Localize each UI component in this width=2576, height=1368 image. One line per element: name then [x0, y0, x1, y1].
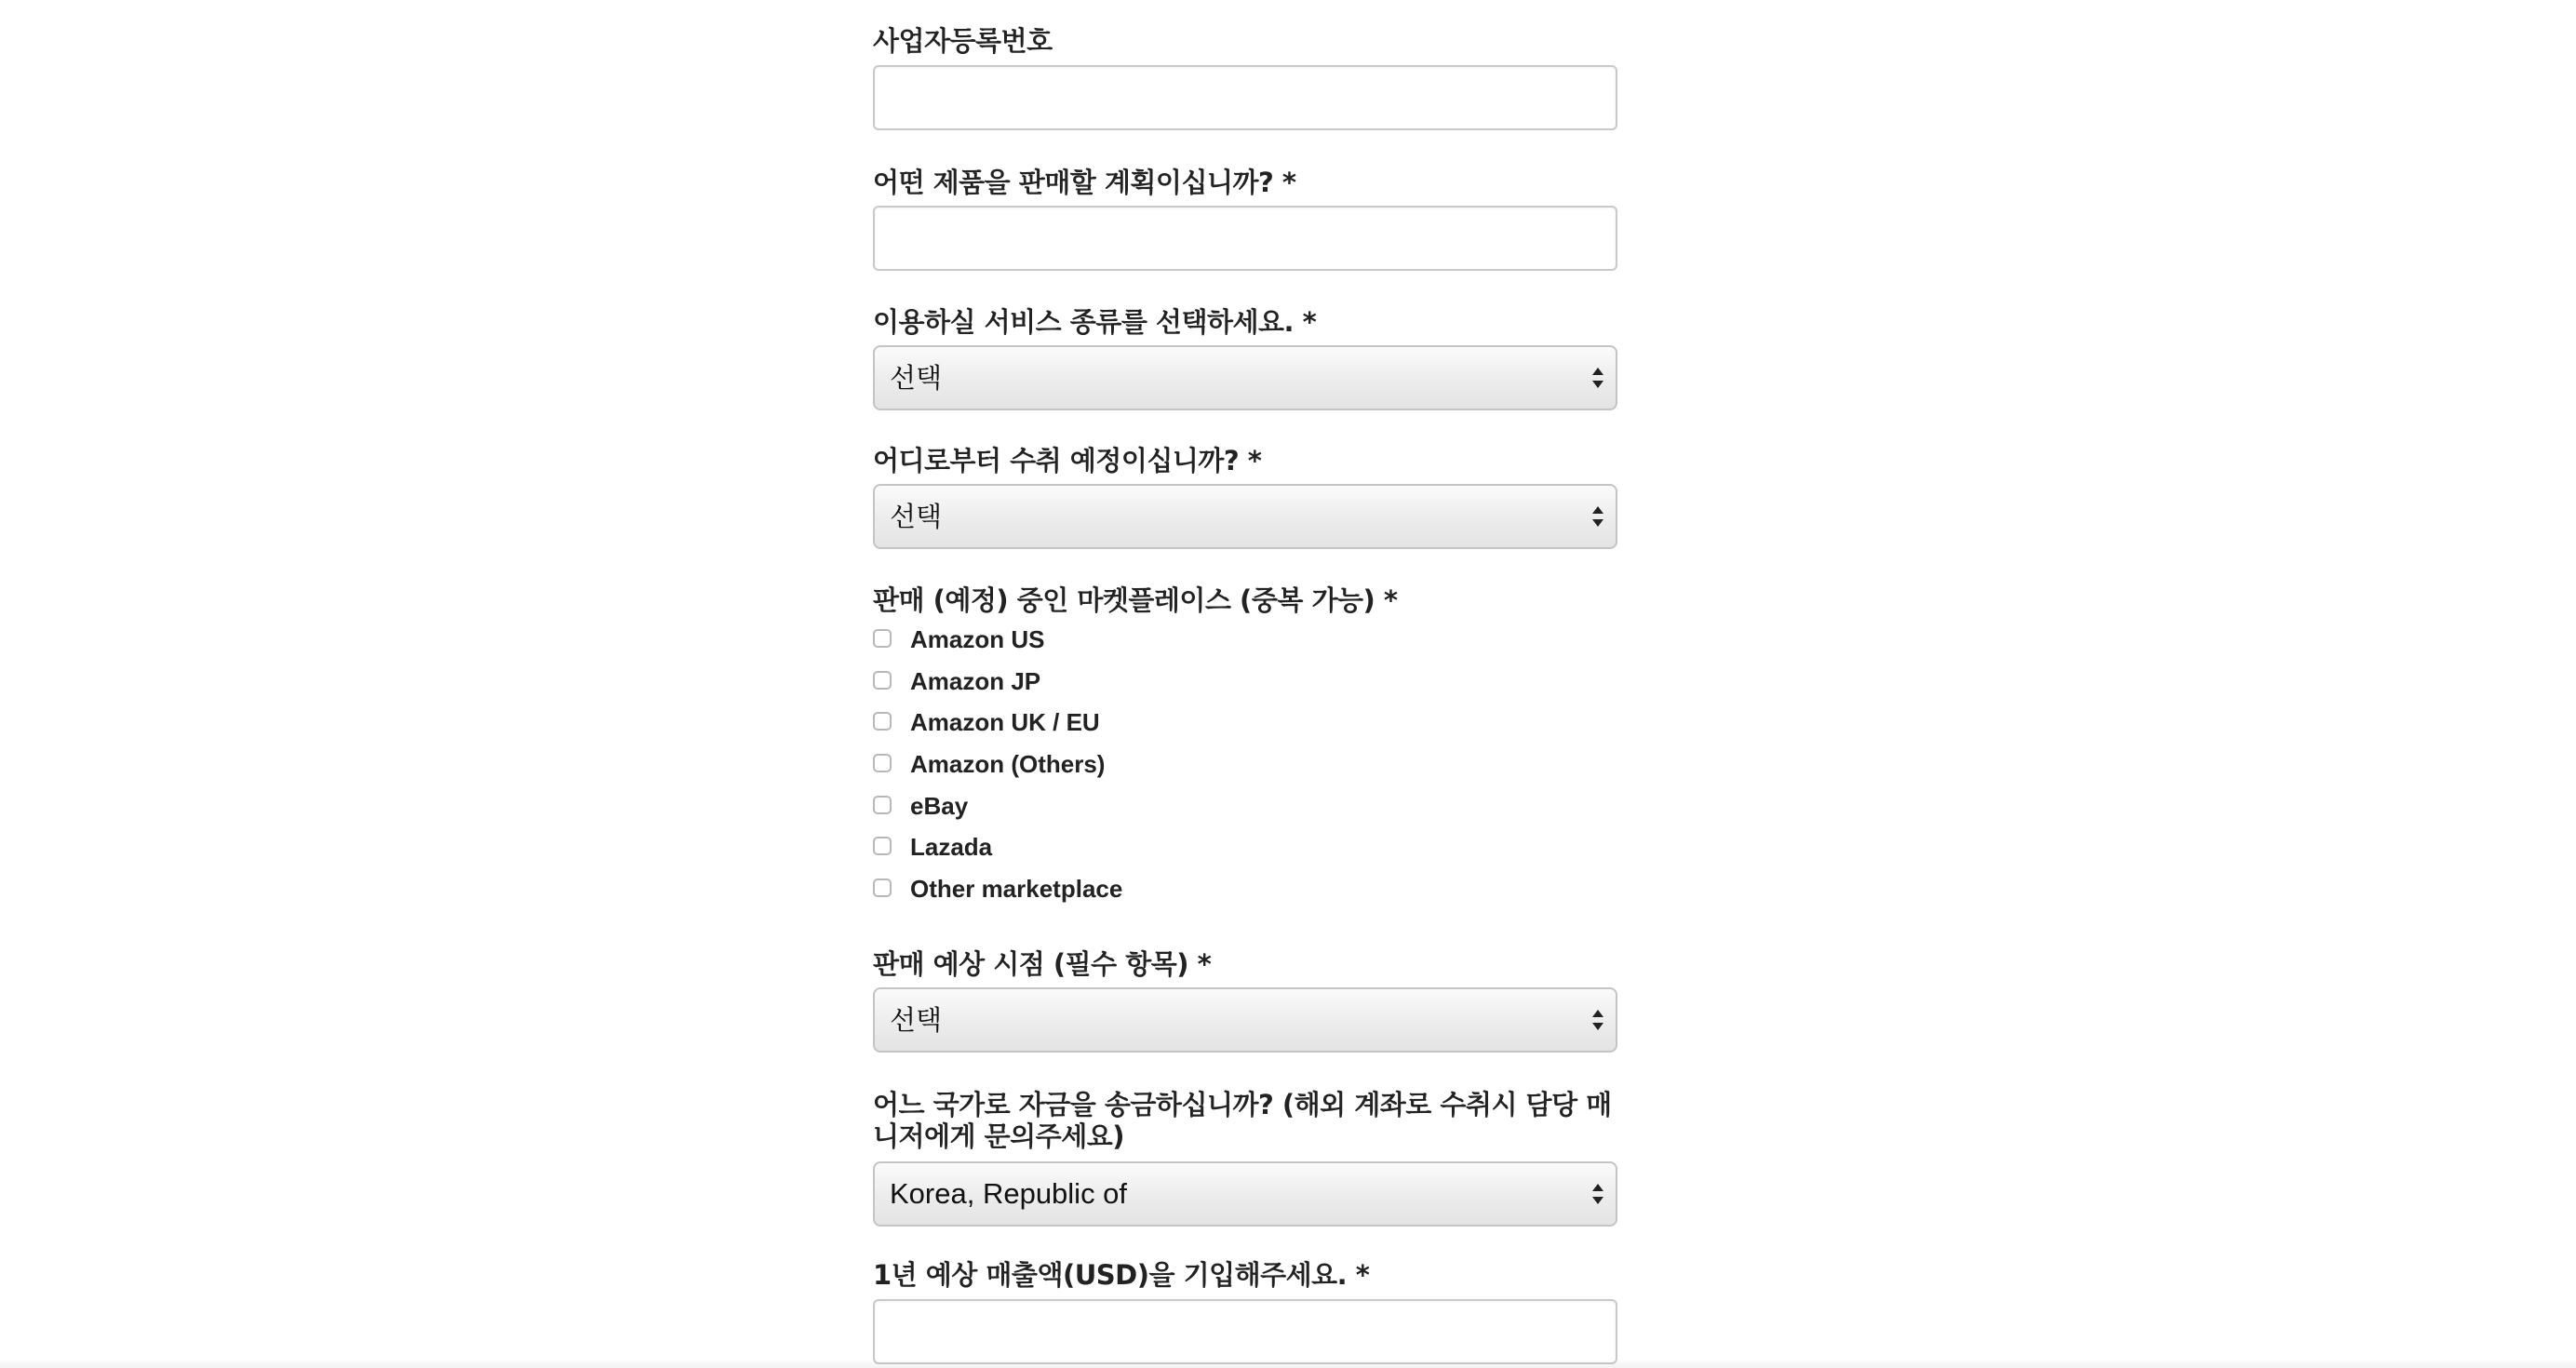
checkbox[interactable]: [873, 671, 892, 690]
marketplace-option-amazon-uk-eu[interactable]: [872, 704, 1430, 741]
remit-country-label: 어느 국가로 자금을 송금하십니까? (해외 계좌로 수취시 담당 매니저에게 문의주세요): [873, 1089, 1612, 1152]
marketplace-option-lazada[interactable]: [872, 828, 1430, 865]
checkbox[interactable]: [873, 712, 892, 731]
remit-country-selected: Korea, Republic of: [890, 1177, 1128, 1210]
select-arrows-icon: [1591, 503, 1604, 530]
service-type-select[interactable]: [873, 345, 1617, 410]
receive-from-selected: 선택: [890, 501, 943, 532]
products-input[interactable]: [873, 206, 1617, 271]
checkbox-label: Amazon UK / EU: [910, 708, 1100, 736]
marketplace-option-amazon-us[interactable]: [872, 621, 1430, 658]
checkbox-label: Amazon (Others): [910, 750, 1106, 778]
checkbox[interactable]: [873, 878, 892, 897]
select-arrows-icon: [1591, 1007, 1604, 1033]
checkbox-label: Amazon JP: [910, 667, 1041, 695]
receive-from-select[interactable]: [873, 484, 1617, 549]
business-number-input[interactable]: [873, 65, 1617, 130]
service-type-label: 이용하실 서비스 종류를 선택하세요. *: [873, 306, 1317, 338]
checkbox-label: Lazada: [910, 833, 993, 861]
checkbox[interactable]: [873, 754, 892, 772]
select-arrows-icon: [1591, 1181, 1604, 1207]
marketplace-option-amazon-jp[interactable]: [872, 663, 1430, 700]
checkbox[interactable]: [873, 629, 892, 648]
annual-sales-input[interactable]: [873, 1299, 1617, 1364]
remit-country-select[interactable]: [873, 1161, 1617, 1227]
sales-start-select[interactable]: [873, 987, 1617, 1053]
page-bottom-shade: [0, 1359, 2576, 1368]
checkbox[interactable]: [873, 837, 892, 855]
marketplace-option-other[interactable]: [872, 870, 1430, 907]
marketplaces-label: 판매 (예정) 중인 마켓플레이스 (중복 가능) *: [873, 584, 1398, 616]
checkbox-label: Other marketplace: [910, 875, 1123, 903]
annual-sales-label: 1년 예상 매출액(USD)을 기입해주세요. *: [873, 1259, 1370, 1291]
business-number-label: 사업자등록번호: [873, 25, 1053, 57]
checkbox-label: Amazon US: [910, 625, 1045, 653]
sales-start-label: 판매 예상 시점 (필수 항목) *: [873, 948, 1212, 980]
select-arrows-icon: [1591, 365, 1604, 391]
checkbox[interactable]: [873, 796, 892, 814]
marketplace-option-ebay[interactable]: [872, 787, 1430, 825]
marketplace-option-amazon-others[interactable]: [872, 745, 1430, 783]
products-label: 어떤 제품을 판매할 계획이십니까? *: [873, 167, 1296, 198]
sales-start-selected: 선택: [890, 1004, 943, 1036]
checkbox-label: eBay: [910, 792, 969, 820]
receive-from-label: 어디로부터 수취 예정이십니까? *: [873, 445, 1262, 476]
service-type-selected: 선택: [890, 362, 943, 394]
